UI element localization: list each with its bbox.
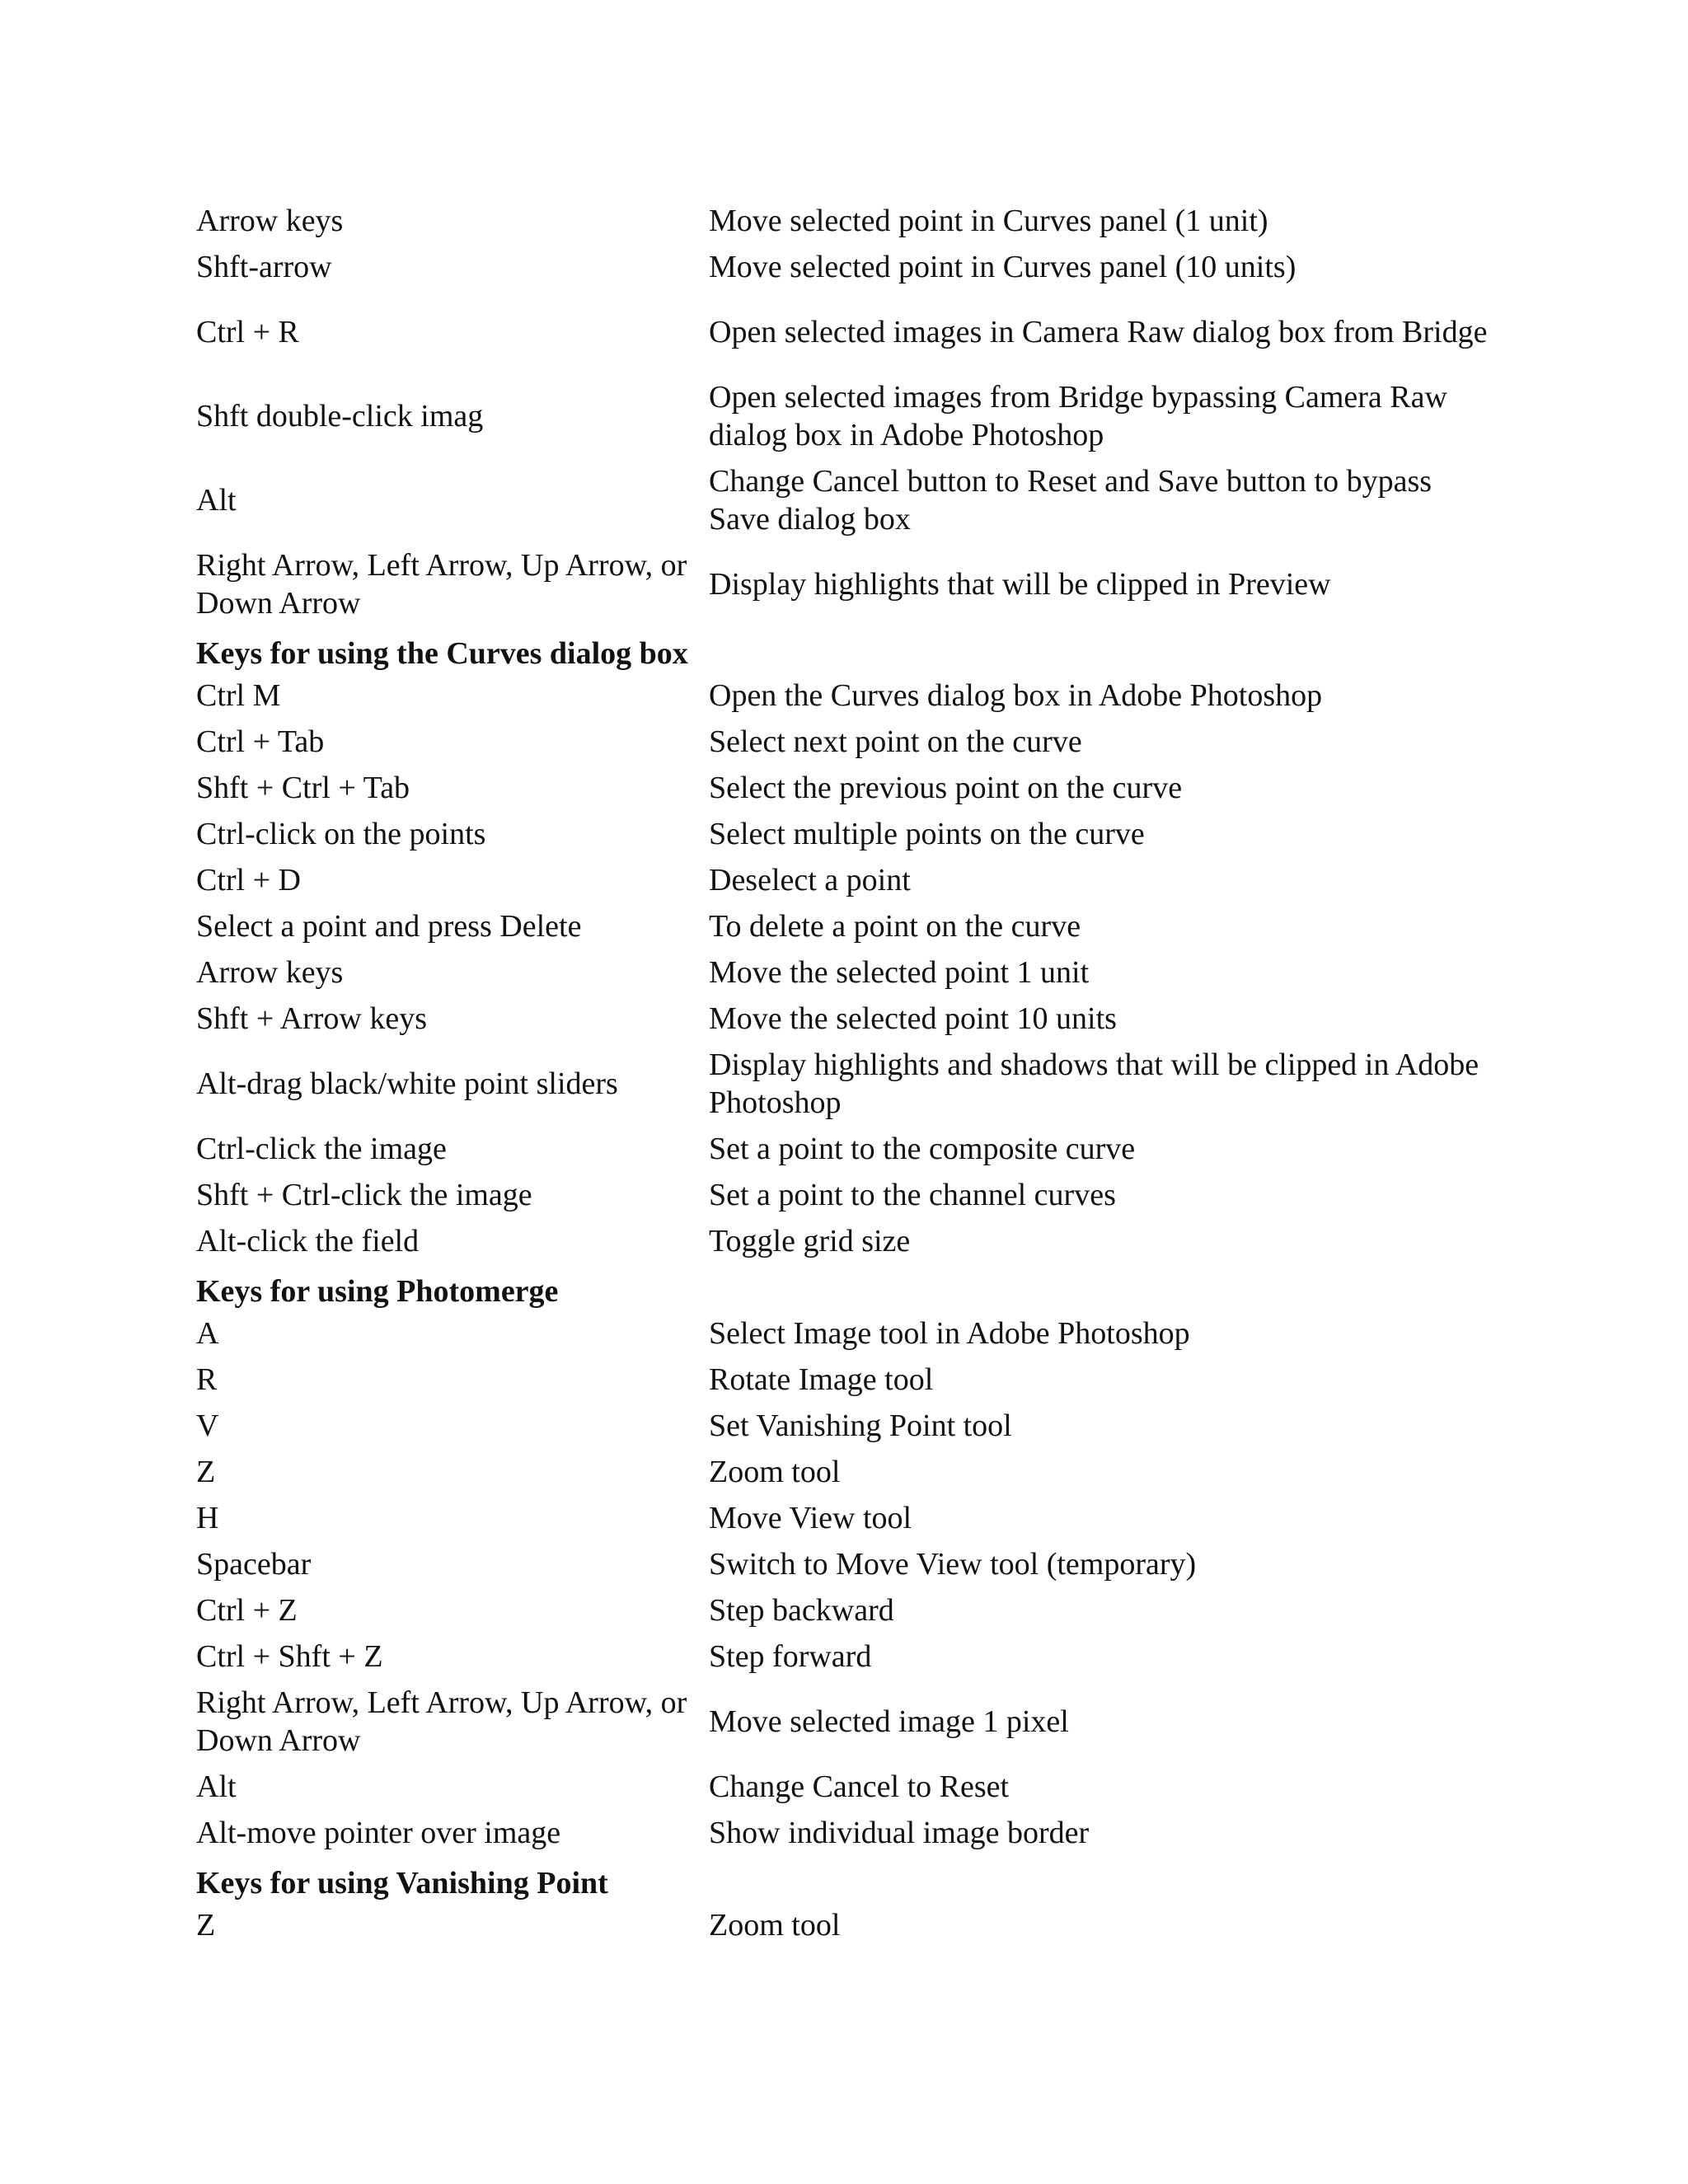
- shortcut-key: Ctrl M: [196, 678, 281, 713]
- shortcut-key: R: [196, 1362, 218, 1397]
- shortcut-description: Zoom tool: [709, 1908, 841, 1943]
- shortcut-description: Switch to Move View tool (temporary): [709, 1547, 1197, 1582]
- shortcut-description: Open selected images from Bridge bypassing Camera Raw dialog box in Adobe Photoshop: [709, 380, 1447, 452]
- shortcut-row: [196, 765, 1498, 811]
- shortcut-description: Step backward: [709, 1593, 894, 1628]
- shortcut-row: [196, 1587, 1498, 1633]
- shortcut-description: Move selected point in Curves panel (10 units): [709, 250, 1296, 284]
- shortcut-description: Select the previous point on the curve: [709, 771, 1183, 805]
- shortcut-description: Zoom tool: [709, 1455, 841, 1489]
- shortcut-row: [196, 673, 1498, 719]
- shortcut-row: [196, 857, 1498, 903]
- shortcut-description: Step forward: [709, 1639, 872, 1674]
- shortcut-description: Select multiple points on the curve: [709, 817, 1145, 851]
- group-curves: [196, 626, 1498, 1264]
- shortcut-row: [196, 811, 1498, 857]
- shortcut-row: [196, 1902, 1498, 1948]
- shortcut-key: Ctrl-click on the points: [196, 817, 486, 851]
- shortcut-description: Select Image tool in Adobe Photoshop: [709, 1316, 1190, 1351]
- shortcut-key: Alt: [196, 483, 237, 518]
- shortcut-key: Z: [196, 1455, 216, 1489]
- shortcut-key: Right Arrow, Left Arrow, Up Arrow, or Down Arrow: [196, 548, 687, 621]
- shortcut-row: [196, 244, 1498, 290]
- shortcut-key: Arrow keys: [196, 204, 344, 238]
- shortcut-description: Move selected point in Curves panel (1 unit): [709, 204, 1268, 238]
- shortcut-row: [196, 458, 1498, 542]
- shortcut-row: [196, 949, 1498, 996]
- shortcut-description: Move selected image 1 pixel: [709, 1704, 1069, 1739]
- shortcut-row: [196, 1541, 1498, 1587]
- shortcut-key: Z: [196, 1908, 216, 1943]
- shortcut-row: [196, 1357, 1498, 1403]
- shortcut-description: Move the selected point 1 unit: [709, 955, 1090, 990]
- shortcut-key: A: [196, 1316, 219, 1351]
- shortcut-key: Ctrl + R: [196, 315, 299, 349]
- shortcut-row: [196, 374, 1498, 458]
- shortcut-row: [196, 719, 1498, 765]
- shortcut-key: Ctrl + Shft + Z: [196, 1639, 383, 1674]
- shortcut-description: Toggle grid size: [709, 1224, 911, 1258]
- shortcut-key: Ctrl-click the image: [196, 1132, 447, 1166]
- shortcut-description: Set Vanishing Point tool: [709, 1408, 1012, 1443]
- group-vanishing-point: [196, 1856, 1498, 1948]
- shortcut-row: [196, 1126, 1498, 1172]
- shortcut-description: Change Cancel to Reset: [709, 1769, 1010, 1804]
- shortcut-description: Move View tool: [709, 1501, 912, 1535]
- shortcut-key: Ctrl + Tab: [196, 724, 325, 759]
- shortcut-key: Shft double-click imag: [196, 399, 484, 434]
- shortcut-row: [196, 1310, 1498, 1357]
- shortcut-row: [196, 1218, 1498, 1264]
- section-heading: Keys for using Photomerge: [196, 1274, 559, 1309]
- shortcut-row: [196, 903, 1498, 949]
- shortcut-description: Display highlights that will be clipped in Preview: [709, 567, 1331, 602]
- group-photomerge: [196, 1264, 1498, 1856]
- shortcut-description: Select next point on the curve: [709, 724, 1082, 759]
- shortcut-key: Ctrl + Z: [196, 1593, 298, 1628]
- shortcut-row: [196, 198, 1498, 244]
- shortcut-key: Arrow keys: [196, 955, 344, 990]
- shortcut-row: [196, 290, 1498, 374]
- shortcut-description: To delete a point on the curve: [709, 909, 1081, 944]
- shortcut-key: Alt-drag black/white point sliders: [196, 1066, 618, 1101]
- shortcut-row: [196, 1495, 1498, 1541]
- shortcut-key: V: [196, 1408, 219, 1443]
- shortcut-description: Deselect a point: [709, 863, 911, 898]
- shortcut-key: Select a point and press Delete: [196, 909, 582, 944]
- shortcut-row: [196, 1633, 1498, 1680]
- shortcut-description: Open selected images in Camera Raw dialog box from Bridge: [709, 315, 1488, 349]
- shortcut-row: [196, 1764, 1498, 1810]
- section-heading: Keys for using Vanishing Point: [196, 1866, 608, 1900]
- section-heading: Keys for using the Curves dialog box: [196, 636, 688, 671]
- shortcut-key: H: [196, 1501, 219, 1535]
- shortcut-key: Alt-move pointer over image: [196, 1816, 561, 1850]
- shortcut-row: [196, 1680, 1498, 1764]
- shortcut-description: Rotate Image tool: [709, 1362, 934, 1397]
- shortcut-row: [196, 1042, 1498, 1126]
- shortcut-description: Move the selected point 10 units: [709, 1001, 1117, 1036]
- shortcut-key: Shft + Arrow keys: [196, 1001, 428, 1036]
- shortcut-key: Spacebar: [196, 1547, 312, 1582]
- shortcut-description: Set a point to the composite curve: [709, 1132, 1136, 1166]
- shortcut-key: Alt-click the field: [196, 1224, 420, 1258]
- shortcut-key: Right Arrow, Left Arrow, Up Arrow, or Down Arrow: [196, 1685, 687, 1758]
- shortcut-description: Show individual image border: [709, 1816, 1090, 1850]
- shortcut-row: [196, 1810, 1498, 1856]
- shortcut-description: Set a point to the channel curves: [709, 1178, 1116, 1212]
- shortcut-key: Shft-arrow: [196, 250, 332, 284]
- shortcut-key: Alt: [196, 1769, 237, 1804]
- shortcut-description: Display highlights and shadows that will be clipped in Adobe Photoshop: [709, 1047, 1479, 1120]
- shortcut-row: [196, 1172, 1498, 1218]
- shortcut-document: [196, 198, 1498, 1948]
- shortcut-row: [196, 996, 1498, 1042]
- shortcut-description: Open the Curves dialog box in Adobe Photoshop: [709, 678, 1323, 713]
- shortcut-key: Shft + Ctrl-click the image: [196, 1178, 532, 1212]
- shortcut-row: [196, 1403, 1498, 1449]
- shortcut-row: [196, 1449, 1498, 1495]
- shortcut-key: Shft + Ctrl + Tab: [196, 771, 410, 805]
- group-camera-raw: [196, 198, 1498, 626]
- shortcut-key: Ctrl + D: [196, 863, 301, 898]
- shortcut-description: Change Cancel button to Reset and Save button to bypass Save dialog box: [709, 464, 1432, 537]
- shortcut-row: [196, 542, 1498, 626]
